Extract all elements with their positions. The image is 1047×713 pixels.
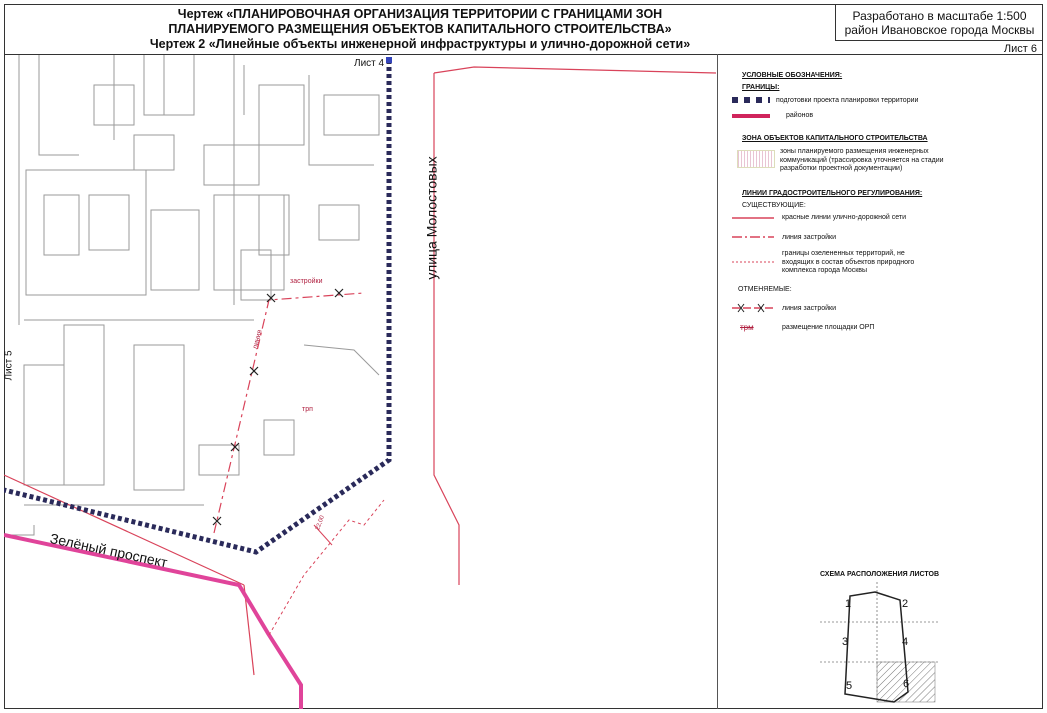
title-line-1: Чертеж «ПЛАНИРОВОЧНАЯ ОРГАНИЗАЦИЯ ТЕРРИТОРИИ С ГРАНИЦАМИ ЗОН: [177, 7, 663, 21]
street-molostovykh: улица Молостовых: [423, 156, 440, 280]
green-boundary: [269, 500, 384, 635]
schema-sheet-1: 1: [845, 598, 852, 610]
title-line-2: ПЛАНИРУЕМОГО РАЗМЕЩЕНИЯ ОБЪЕКТОВ КАПИТАЛЬНОГО СТРОИТЕЛЬСТВА»: [168, 22, 672, 36]
schema-sheet-5: 5: [846, 680, 853, 692]
legend-orp-symbol: трм: [740, 323, 754, 332]
legend-zone-symbol: [737, 150, 775, 168]
legend-lines-heading: ЛИНИИ ГРАДОСТРОИТЕЛЬНОГО РЕГУЛИРОВАНИЯ:: [742, 190, 923, 197]
sheet-schema: [820, 582, 940, 704]
label-zastroiki: застройки: [290, 278, 323, 285]
legend-divider: [717, 54, 718, 709]
legend-green-boundary-text: границы озелененных территорий, не входящих в состав объектов природного комплекса города Москвы: [782, 250, 915, 274]
legend-red-line-symbol: [730, 214, 776, 222]
legend-zone-text: зоны планируемого размещения инженерных коммуникаций (трассировка уточняется на стадии разработки проектной документации): [780, 148, 944, 172]
schema-sheet-2: 2: [902, 598, 909, 610]
sheet-4-label: Лист 4: [354, 58, 385, 69]
schema-sheet-6: 6: [903, 678, 910, 690]
schema-title: СХЕМА РАСПОЛОЖЕНИЯ ЛИСТОВ: [820, 571, 939, 578]
label-liniya: линия: [251, 329, 264, 350]
legend-project-boundary-symbol: [730, 95, 772, 105]
legend-building-line-symbol: [730, 233, 776, 241]
legend-cancelled-heading: ОТМЕНЯЕМЫЕ:: [738, 286, 792, 293]
label-dimension: 22,00: [315, 514, 326, 532]
legend-zone-heading: ЗОНА ОБЪЕКТОВ КАПИТАЛЬНОГО СТРОИТЕЛЬСТВА: [742, 135, 928, 142]
building-outlines: [4, 55, 379, 535]
street-zeleny-prospekt: Зелёный проспект: [48, 530, 169, 571]
sheet-corner-marker: [386, 57, 392, 63]
legend-district-text: районов: [786, 112, 814, 119]
legend-orp-text: размещение площадки ОРП: [782, 324, 875, 331]
cancelled-building-line: [214, 293, 364, 533]
legend-district-symbol: [730, 111, 772, 121]
legend-building-line-text: линия застройки: [782, 234, 836, 241]
scale-box: [835, 4, 1043, 41]
legend-project-boundary-text: подготовки проекта планировки территории: [776, 97, 919, 104]
project-boundary: [4, 60, 389, 552]
drawing-title: [60, 7, 780, 52]
legend-boundaries-heading: ГРАНИЦЫ:: [742, 84, 780, 91]
sheet-5-label: Лист 5: [3, 350, 15, 381]
schema-sheet-4: 4: [902, 636, 909, 648]
map-canvas: [4, 55, 716, 709]
district-text: район Ивановское города Москвы: [844, 23, 1035, 37]
legend-green-boundary-symbol: [730, 258, 776, 266]
red-lines: [4, 67, 716, 675]
label-trp: трп: [302, 406, 313, 413]
legend-cancelled-line-symbol: [730, 302, 776, 314]
legend-existing-heading: СУЩЕСТВУЮЩИЕ:: [742, 202, 806, 209]
legend-red-line-text: красные линии улично-дорожной сети: [782, 214, 907, 221]
scale-text: Разработано в масштабе 1:500: [852, 9, 1027, 23]
cancelled-cross-marks: [213, 289, 343, 525]
legend-heading: УСЛОВНЫЕ ОБОЗНАЧЕНИЯ:: [742, 72, 843, 79]
sheet-number: Лист 6: [1003, 43, 1037, 55]
schema-sheet-3: 3: [842, 636, 849, 648]
title-line-3: Чертеж 2 «Линейные объекты инженерной инфраструктуры и улично-дорожной сети»: [149, 37, 691, 51]
legend-cancelled-line-text: линия застройки: [782, 305, 836, 312]
